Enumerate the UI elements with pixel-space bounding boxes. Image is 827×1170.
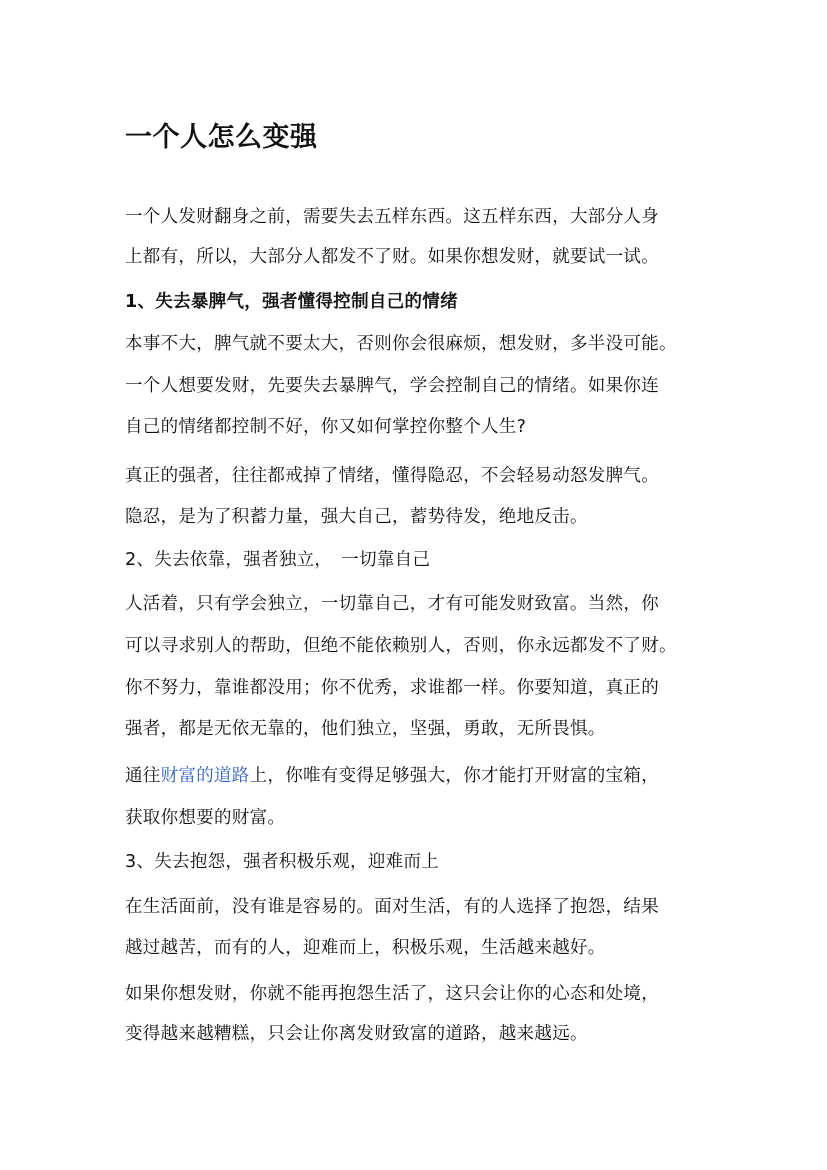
paragraph-line: 强者，都是无依无靠的，他们独立，坚强，勇敢，无所畏惧。 — [125, 719, 606, 739]
section-heading-2: 2、失去依靠，强者独立， 一切靠自己 — [125, 550, 431, 570]
paragraph-line: 在生活面前，没有谁是容易的。面对生活，有的人选择了抱怨，结果 — [125, 897, 659, 917]
paragraph-line: 一个人发财翻身之前，需要失去五样东西。这五样东西，大部分人身 — [125, 207, 659, 227]
paragraph-line: 获取你想要的财富。 — [125, 808, 286, 828]
link-prefix: 通往 — [125, 766, 161, 786]
paragraph-line: 越过越苦，而有的人，迎难而上，积极乐观，生活越来越好。 — [125, 938, 606, 958]
paragraph-line: 你不努力，靠谁都没用；你不优秀，求谁都一样。你要知道，真正的 — [125, 678, 659, 698]
paragraph-line: 自己的情绪都控制不好，你又如何掌控你整个人生? — [125, 417, 527, 437]
paragraph-line: 真正的强者，往往都戒掉了情绪，懂得隐忍，不会轻易动怒发脾气。 — [125, 466, 659, 486]
paragraph-line: 一个人想要发财，先要失去暴脾气，学会控制自己的情绪。如果你连 — [125, 376, 659, 396]
page-title: 一个人怎么变强 — [125, 122, 318, 153]
paragraph-line: 隐忍，是为了积蓄力量，强大自己，蓄势待发，绝地反击。 — [125, 507, 588, 527]
paragraph-line: 人活着，只有学会独立，一切靠自己，才有可能发财致富。当然，你 — [125, 594, 659, 614]
paragraph-line: 本事不大，脾气就不要太大，否则你会很麻烦，想发财，多半没可能。 — [125, 334, 677, 354]
paragraph-line: 变得越来越糟糕，只会让你离发财致富的道路，越来越远。 — [125, 1024, 588, 1044]
wealth-road-link[interactable]: 财富的道路 — [160, 766, 250, 786]
paragraph-line — [125, 763, 659, 789]
paragraph-line: 如果你想发财，你就不能再抱怨生活了，这只会让你的心态和处境， — [125, 984, 659, 1004]
paragraph-line: 可以寻求别人的帮助，但绝不能依赖别人，否则，你永远都发不了财。 — [125, 636, 677, 656]
section-heading-3: 3、失去抱怨，强者积极乐观，迎难而上 — [125, 852, 440, 872]
section-heading-1: 1、失去暴脾气，强者懂得控制自己的情绪 — [125, 292, 458, 312]
paragraph-line: 上都有，所以，大部分人都发不了财。如果你想发财，就要试一试。 — [125, 247, 659, 267]
link-suffix: 上，你唯有变得足够强大，你才能打开财富的宝箱， — [249, 766, 660, 786]
